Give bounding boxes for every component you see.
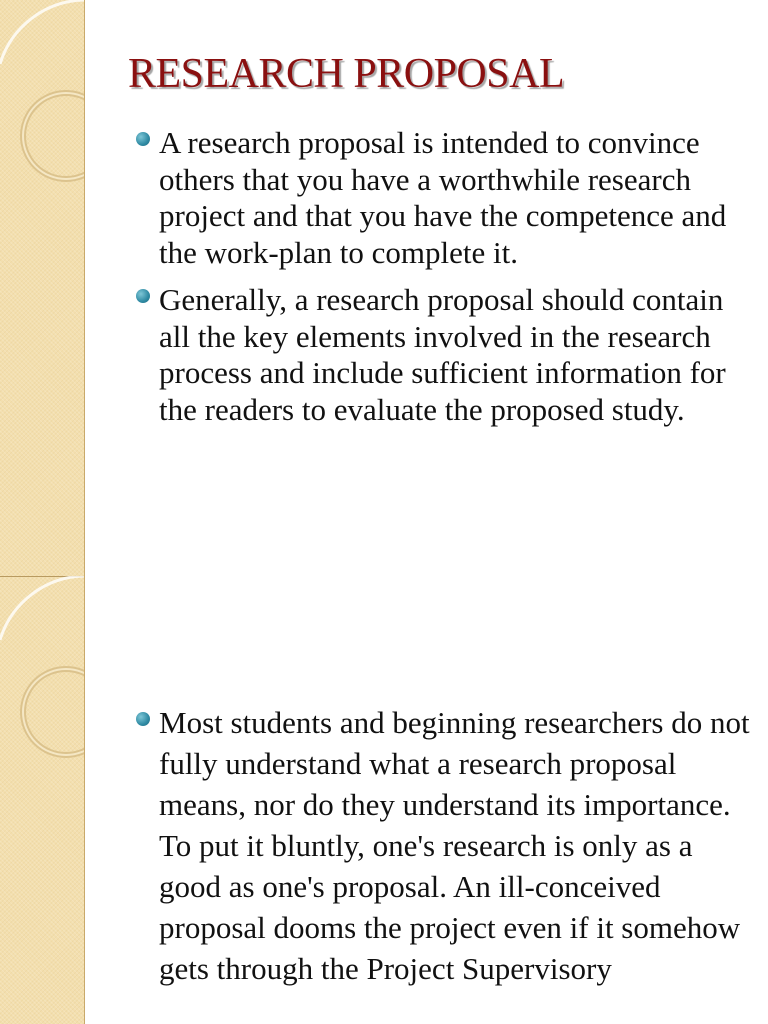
- bullet-text: Generally, a research proposal should contain all the key elements involved in the research process and include sufficient information for the readers to evaluate the proposed study.: [159, 282, 726, 427]
- bullet-item: [136, 282, 756, 428]
- bullet-text: A research proposal is intended to convince others that you have a worthwhile research project and that you have the competence and the work-plan to complete it.: [159, 125, 727, 270]
- bullet-item: [136, 125, 756, 271]
- decorative-rings-icon: [0, 0, 84, 576]
- slide-title: RESEARCH PROPOSAL: [128, 51, 565, 97]
- bullet-dot-icon: [136, 289, 150, 303]
- bullet-dot-icon: [136, 712, 150, 726]
- bullet-text: Most students and beginning researchers do not fully understand what a research proposal means, nor do they understand its importance. To put it bluntly, one's research is only as a good as one's proposal. An ill-conceived proposal dooms the project even if it somehow gets through the Project Supervisory: [159, 705, 750, 986]
- decorative-rings-icon: [0, 576, 84, 1024]
- bullet-list: [136, 125, 756, 428]
- slide-2: [0, 576, 768, 1024]
- bullet-item: [136, 702, 756, 989]
- decorative-strip: [0, 0, 85, 576]
- bullet-dot-icon: [136, 132, 150, 146]
- bullet-list: [136, 702, 756, 989]
- decorative-strip: [0, 576, 85, 1024]
